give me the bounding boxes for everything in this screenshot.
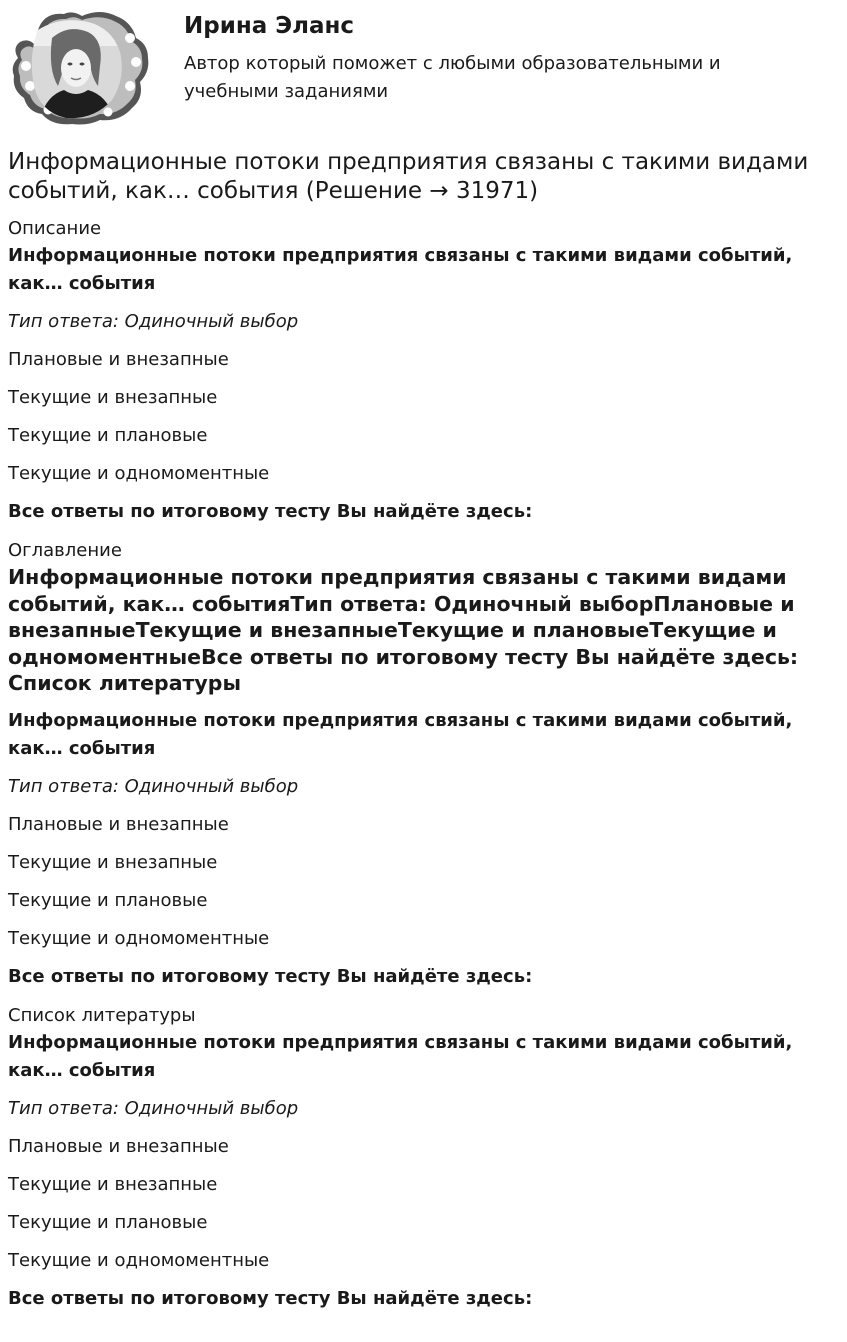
author-card <box>0 0 847 140</box>
answer-option: Текущие и внезапные <box>8 387 218 408</box>
answer-option: Плановые и внезапные <box>8 349 229 370</box>
answer-type: Тип ответа: Одиночный выбор <box>8 311 299 332</box>
toc-item[interactable]: Текущие и одномоментные <box>8 618 777 669</box>
question-text: Информационные потоки предприятия связаны с такими видами событий, как… события <box>8 709 793 759</box>
section-label-description: Описание <box>8 218 102 239</box>
answer-option: Текущие и одномоментные <box>8 463 270 484</box>
question-text: Информационные потоки предприятия связаны с такими видами событий, как… события <box>8 245 793 294</box>
answer-option: Текущие и плановые <box>8 889 208 911</box>
answer-option: Текущие и одномоментные <box>8 927 270 949</box>
toc-item[interactable]: Тип ответа: Одиночный выбор <box>290 591 654 616</box>
toc-item[interactable]: Все ответы по итоговому тесту Вы найдёте здесь: <box>201 644 799 669</box>
main-content <box>8 216 843 1313</box>
answer-option: Текущие и внезапные <box>8 851 218 873</box>
answer-option: Текущие и одномоментные <box>8 1249 270 1271</box>
answer-option: Плановые и внезапные <box>8 1135 229 1157</box>
page-title: Информационные потоки предприятия связаны с такими видами событий, как… события (Решение → 31971) <box>8 149 809 204</box>
section-label-toc: Оглавление <box>8 540 122 561</box>
toc-item[interactable]: Плановые и внезапные <box>8 591 795 642</box>
question-text: Информационные потоки предприятия связаны с такими видами событий, как… события <box>8 1031 793 1081</box>
answer-type: Тип ответа: Одиночный выбор <box>8 775 299 797</box>
answer-option: Текущие и плановые <box>8 425 208 446</box>
answers-footer: Все ответы по итоговому тесту Вы найдёте здесь: <box>8 1287 533 1309</box>
toc-item[interactable]: Информационные потоки предприятия связаны с такими видами событий, как… события <box>8 565 787 616</box>
section-label-references: Список литературы <box>8 1004 196 1026</box>
toc-item[interactable]: Текущие и внезапные <box>135 618 398 642</box>
answer-option: Плановые и внезапные <box>8 813 229 835</box>
toc-block <box>8 564 843 697</box>
answer-type: Тип ответа: Одиночный выбор <box>8 1097 299 1119</box>
toc-item[interactable]: Список литературы <box>8 671 241 695</box>
answer-option: Текущие и плановые <box>8 1211 208 1233</box>
toc-item[interactable]: Текущие и плановые <box>397 618 650 642</box>
author-name[interactable]: Ирина Эланс <box>184 13 355 39</box>
answers-footer: Все ответы по итоговому тесту Вы найдёте здесь: <box>8 501 533 522</box>
author-avatar-image <box>8 8 150 126</box>
answers-footer: Все ответы по итоговому тесту Вы найдёте здесь: <box>8 965 533 987</box>
author-description: Автор который поможет с любыми образовательными и учебными заданиями <box>184 53 721 102</box>
answer-option: Текущие и внезапные <box>8 1173 218 1195</box>
